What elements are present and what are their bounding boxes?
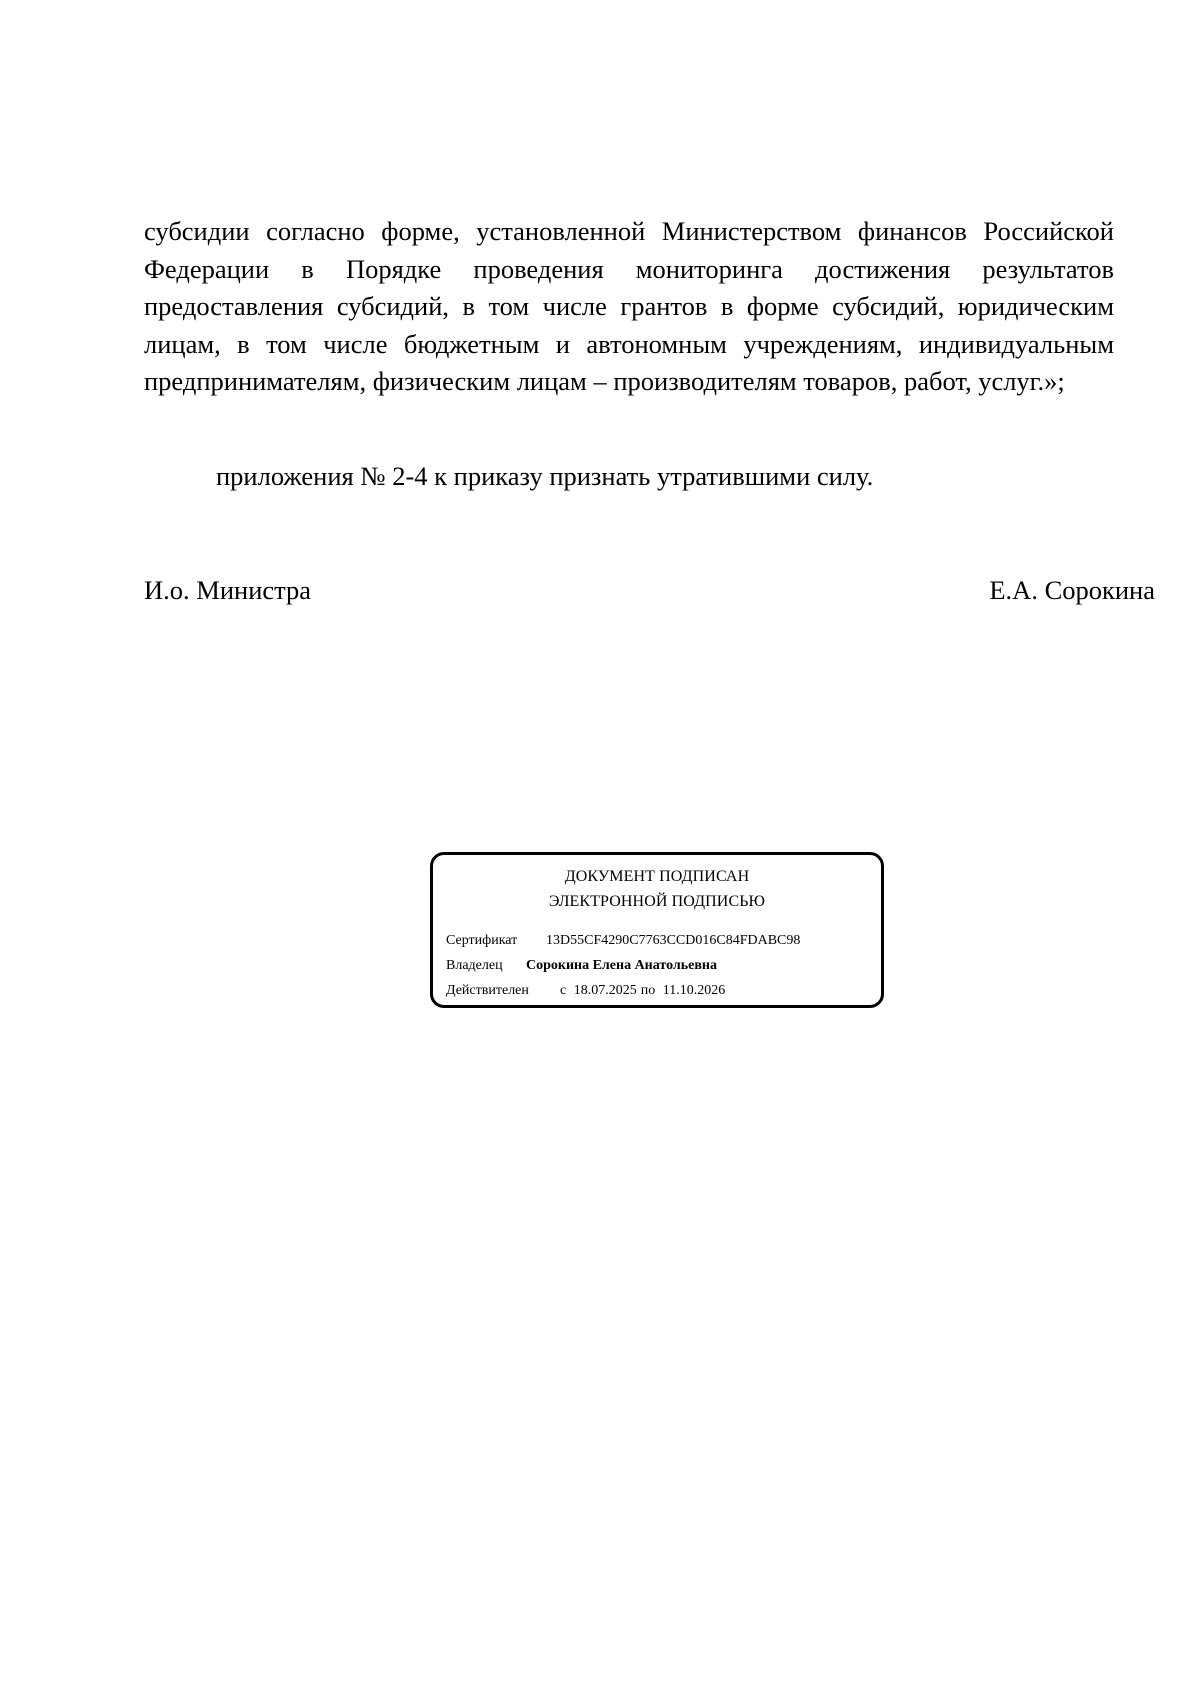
- electronic-signature-stamp: [430, 852, 884, 1008]
- owner-value: Сорокина Елена Анатольевна: [526, 958, 717, 973]
- certificate-value: 13D55CF4290C7763CCD016C84FDABC98: [546, 933, 801, 948]
- valid-from-date: 18.07.2025: [573, 983, 637, 998]
- stamp-owner-row: [446, 957, 717, 975]
- stamp-validity-row: [446, 982, 729, 1000]
- stamp-certificate-row: [446, 932, 800, 950]
- signatory-name: Е.А. Сорокина: [989, 575, 1155, 605]
- signatory-position: И.о. Министра: [144, 575, 312, 605]
- stamp-title-line-1: ДОКУМЕНТ ПОДПИСАН: [564, 868, 750, 885]
- stamp-title: [433, 864, 881, 914]
- valid-from-prefix: с: [560, 983, 567, 998]
- owner-label: Владелец: [446, 958, 503, 973]
- signature-block: [144, 572, 1155, 610]
- stamp-title-line-2: ЭЛЕКТРОННОЙ ПОДПИСЬЮ: [548, 893, 766, 910]
- paragraph-item: приложения № 2-4 к приказу признать утратившими силу.: [216, 461, 874, 491]
- valid-to-prefix: по: [640, 983, 656, 998]
- certificate-label: Сертификат: [446, 933, 518, 948]
- paragraph-continuation: субсидии согласно форме, установленной Министерством финансов Российской Федерации в Порядке проведения мониторинга достижения результатов предоставления субсидий, в том числе грантов в форме субсидий, юридическим лицам, в том числе бюджетным и автономным учреждениям, индивидуальным предпринимателям, физическим лицам – производителям товаров, работ, услуг.»;: [144, 216, 1114, 397]
- valid-label: Действителен: [446, 983, 529, 998]
- valid-to-date: 11.10.2026: [662, 983, 726, 998]
